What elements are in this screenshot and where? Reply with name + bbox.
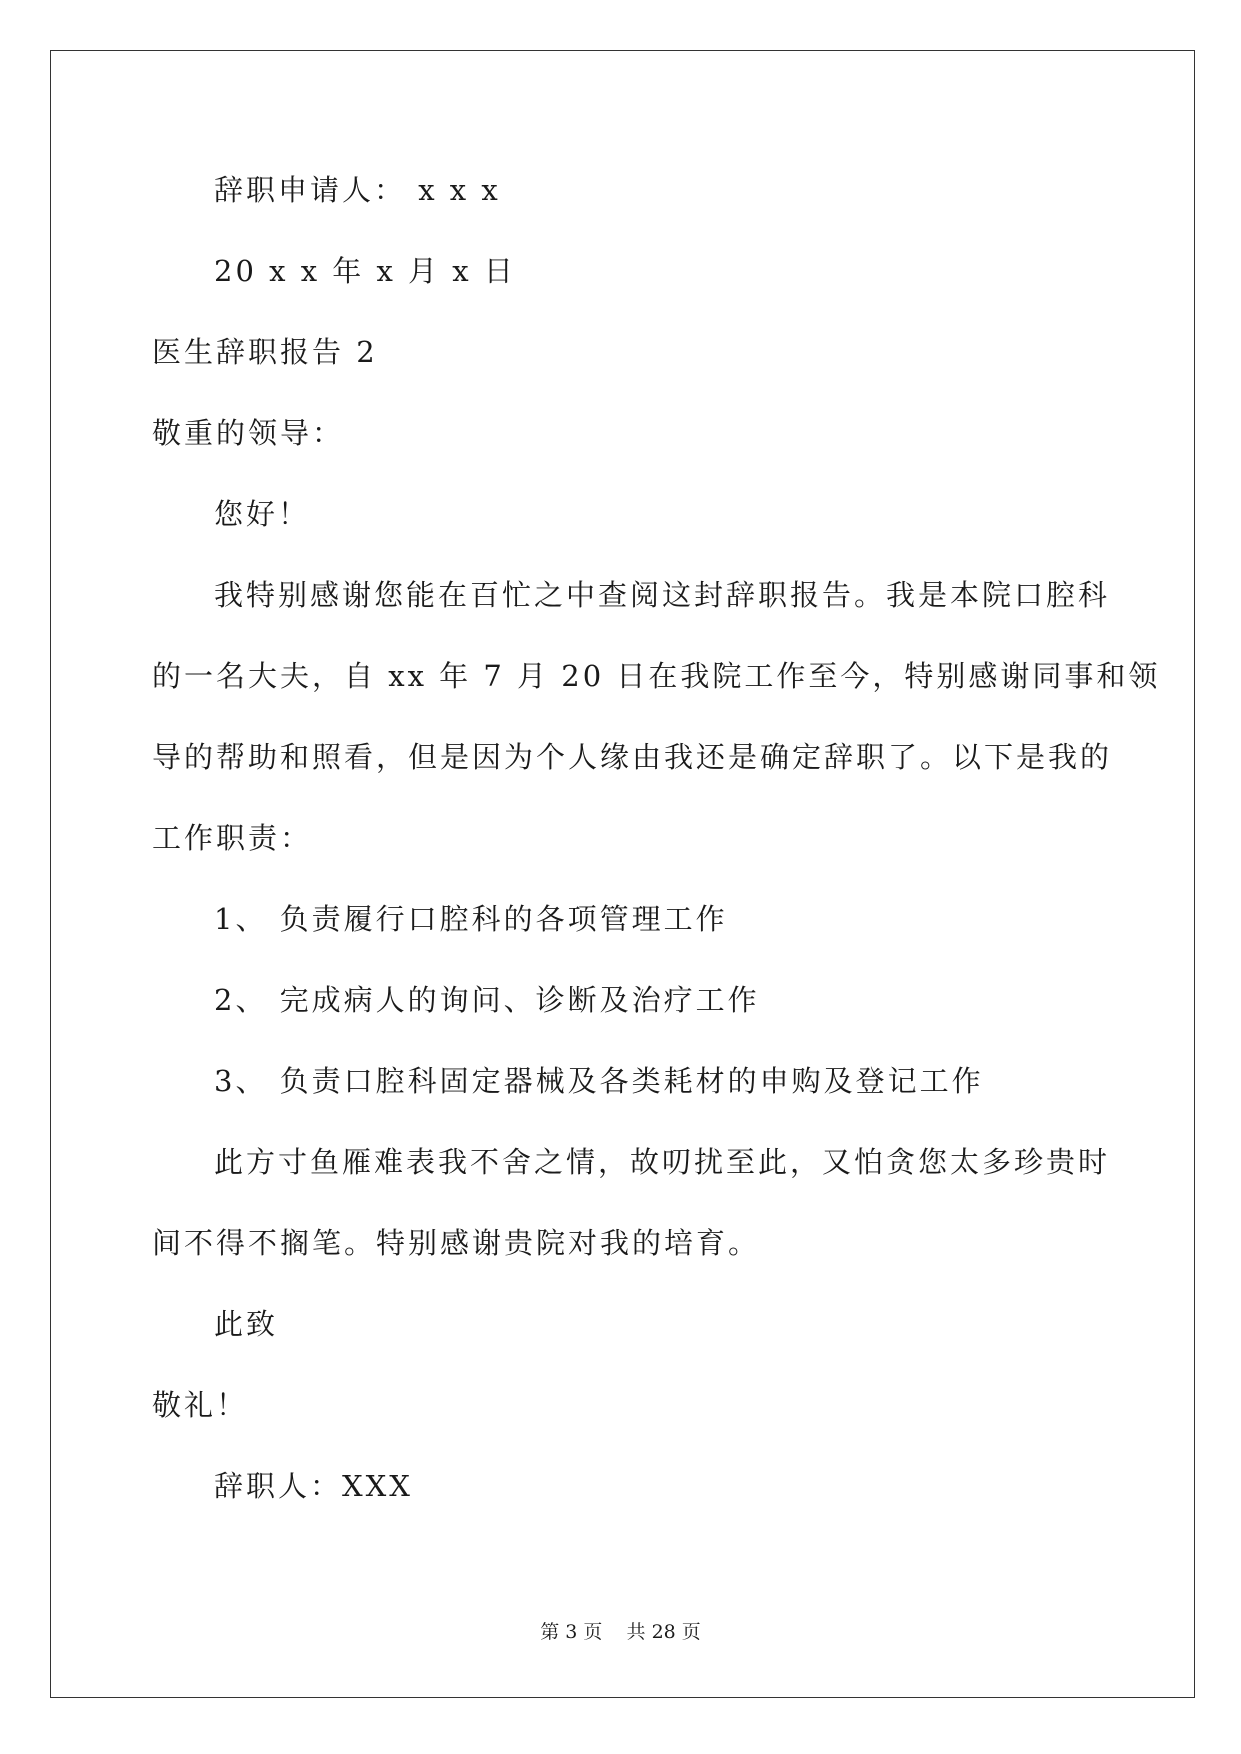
duty-item: 2、 完成病人的询问、诊断及治疗工作	[214, 983, 760, 1017]
closing-paragraph-line: 间不得不搁笔。特别感谢贵院对我的培育。	[152, 1226, 761, 1260]
page-border	[50, 50, 1195, 1698]
section-title: 医生辞职报告 2	[152, 335, 378, 369]
resigner-signature: 辞职人：XXX	[214, 1469, 413, 1503]
closing-paragraph-line: 此方寸鱼雁难表我不舍之情，故叨扰至此，又怕贪您太多珍贵时	[214, 1145, 1111, 1179]
body-paragraph-line: 我特别感谢您能在百忙之中查阅这封辞职报告。我是本院口腔科	[214, 578, 1111, 612]
body-paragraph-line: 导的帮助和照看，但是因为个人缘由我还是确定辞职了。以下是我的	[152, 740, 1113, 774]
body-paragraph-line: 的一名大夫，自 xx 年 7 月 20 日在我院工作至今，特别感谢同事和领	[152, 659, 1161, 693]
duty-item: 3、 负责口腔科固定器械及各类耗材的申购及登记工作	[214, 1064, 984, 1098]
duty-item: 1、 负责履行口腔科的各项管理工作	[214, 902, 728, 936]
closing-phrase: 此致	[214, 1307, 279, 1341]
body-paragraph-line: 工作职责：	[152, 821, 313, 855]
date-line: 20 x x 年 x 月 x 日	[214, 254, 516, 288]
page-number-footer: 第 3 页 共 28 页	[540, 1621, 701, 1643]
salutation: 敬重的领导：	[152, 416, 345, 450]
regards: 敬礼！	[152, 1388, 249, 1422]
applicant-signature: 辞职申请人： x x x	[214, 173, 501, 207]
greeting: 您好！	[214, 497, 311, 531]
